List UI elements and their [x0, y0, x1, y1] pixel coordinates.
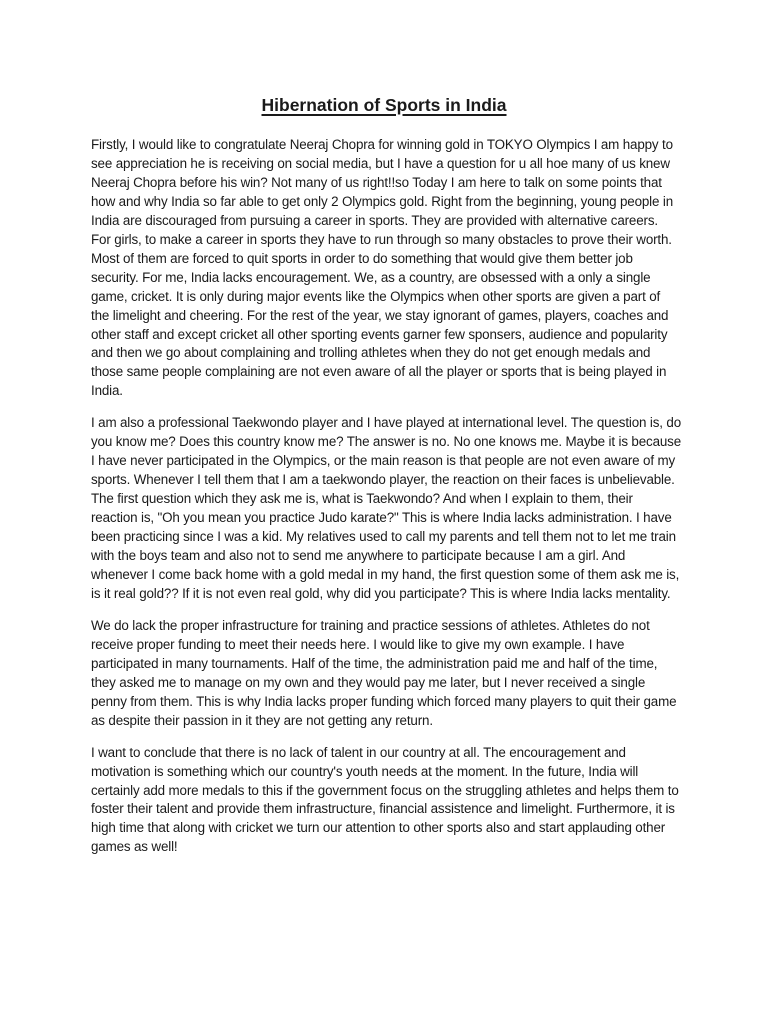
paragraph-2: I am also a professional Taekwondo player and I have played at international level. The question is, do you know me? Does this country know me? The answer is no. No one knows me. Maybe it is because I have never participated in the Olympics, or the main reason is that people are not even aware of my sports. Whenever I tell them that I am a taekwondo player, the reaction on their faces is unbelievable. The first question which they ask me is, what is Taekwondo? And when I explain to them, their reaction is, "Oh you mean you practice Judo karate?" This is where India lacks administration. I have been practicing since I was a kid. My relatives used to call my parents and tell them not to let me train with the boys team and also not to send me anywhere to participate because I am a girl. And whenever I come back home with a gold medal in my hand, the first question some of them ask me is, is it real gold?? If it is not even real gold, why did you participate? This is where India lacks mentality. [91, 415, 682, 601]
document-title-text: Hibernation of Sports in India [261, 95, 507, 115]
document-body [91, 136, 681, 870]
paragraph-4: I want to conclude that there is no lack of talent in our country at all. The encouragement and motivation is something which our country's youth needs at the moment. In the future, India will certainly add more medals to this if the government focus on the struggling athletes and helps them to foster their talent and provide them infrastructure, financial assistence and limelight. Furthermore, it is high time that along with cricket we turn our attention to other sports also and start applauding other games as well! [91, 744, 679, 855]
paragraph-1: Firstly, I would like to congratulate Neeraj Chopra for winning gold in TOKYO Olympics I am happy to see appreciation he is receiving on social media, but I have a question for u all hoe many of us knew Neeraj Chopra before his win? Not many of us right!!so Today I am here to talk on some points that how and why India so far able to get only 2 Olympics gold. Right from the beginning, young people in India are discouraged from pursuing a career in sports. They are provided with alternative careers. For girls, to make a career in sports they have to run through so many obstacles to prove their worth. Most of them are forced to quit sports in order to do something that would give them better job security. For me, India lacks encouragement. We, as a country, are obsessed with a only a single game, cricket. It is only during major events like the Olympics when other sports are given a part of the limelight and cheering. For the rest of the year, we stay ignorant of games, players, coaches and other staff and except cricket all other sporting events garner few sponsers, audience and popularity and then we go about complaining and trolling athletes when they do not get enough medals and those same people complaining are not even aware of all the player or sports that is being played in India. [91, 137, 673, 399]
paragraph-3: We do lack the proper infrastructure for training and practice sessions of athletes. Athletes do not receive proper funding to meet their needs here. I would like to give my own example. I have participated in many tournaments. Half of the time, the administration paid me and half of the time, they asked me to manage on my own and they would pay me later, but I never received a single penny from them. This is why India lacks proper funding which forced many players to quit their game as despite their passion in it they are not getting any return. [91, 617, 677, 728]
document-title [0, 94, 768, 116]
